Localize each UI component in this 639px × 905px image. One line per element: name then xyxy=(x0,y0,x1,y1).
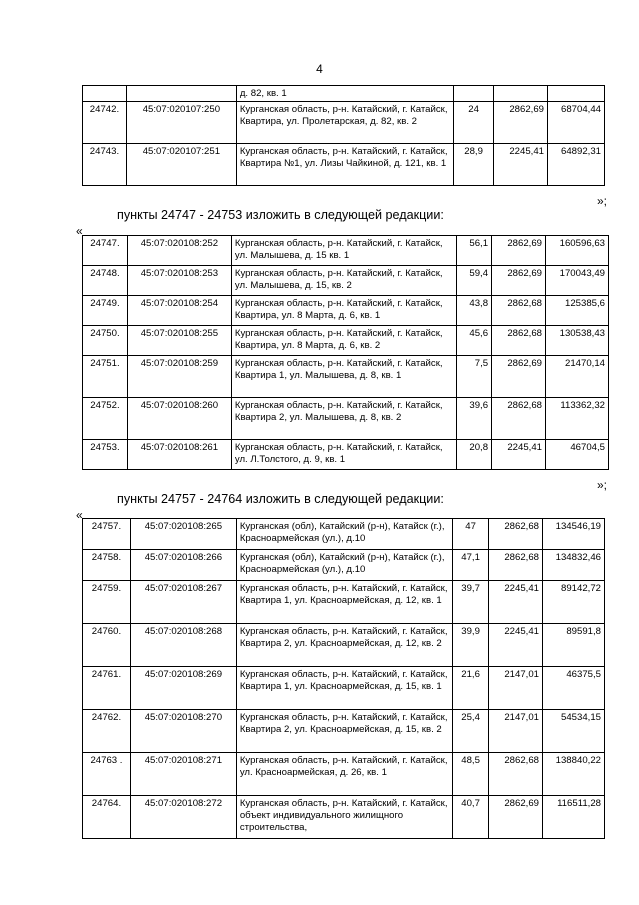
area: 25,4 xyxy=(453,710,489,753)
value: 46375,5 xyxy=(543,667,605,710)
rate: 2862,68 xyxy=(489,753,543,796)
value: 170043,49 xyxy=(546,266,609,296)
cadastral-number: 45:07:020108:259 xyxy=(127,356,231,398)
cadastral-number: 45:07:020108:260 xyxy=(127,398,231,440)
address: Курганская область, р-н. Катайский, г. Катайск, ул. Малышева, д. 15, кв. 2 xyxy=(231,266,456,296)
cadastral-number: 45:07:020108:261 xyxy=(127,440,231,470)
cadastral-number: 45:07:020108:255 xyxy=(127,326,231,356)
row-number: 24757. xyxy=(83,519,131,550)
row-number: 24763 . xyxy=(83,753,131,796)
value: 68704,44 xyxy=(548,102,605,144)
value xyxy=(548,86,605,102)
area: 39,7 xyxy=(453,581,489,624)
table-row xyxy=(83,102,605,144)
rate: 2147,01 xyxy=(489,667,543,710)
area: 43,8 xyxy=(457,296,492,326)
page-number: 4 xyxy=(316,62,323,76)
row-number xyxy=(83,86,127,102)
row-number: 24761. xyxy=(83,667,131,710)
value: 113362,32 xyxy=(546,398,609,440)
rate: 2862,69 xyxy=(492,356,546,398)
area: 20,8 xyxy=(457,440,492,470)
value: 116511,28 xyxy=(543,796,605,839)
row-number: 24760. xyxy=(83,624,131,667)
row-number: 24758. xyxy=(83,550,131,581)
cadastral-number: 45:07:020108:272 xyxy=(130,796,236,839)
rate: 2245,41 xyxy=(489,581,543,624)
table-row xyxy=(83,624,605,667)
rate xyxy=(494,86,548,102)
address: Курганская область, р-н. Катайский, г. Катайск, Квартира 1, ул. Малышева, д. 8, кв. 1 xyxy=(231,356,456,398)
area: 59,4 xyxy=(457,266,492,296)
area: 47 xyxy=(453,519,489,550)
table-row xyxy=(83,398,609,440)
rate: 2862,69 xyxy=(489,796,543,839)
row-number: 24752. xyxy=(83,398,128,440)
table-row xyxy=(83,753,605,796)
area xyxy=(454,86,494,102)
row-number: 24747. xyxy=(83,236,128,266)
address: Курганская область, р-н. Катайский, г. Катайск, объект индивидуального жилищного строительства, xyxy=(236,796,452,839)
cadastral-number: 45:07:020108:266 xyxy=(130,550,236,581)
area: 56,1 xyxy=(457,236,492,266)
table-row xyxy=(83,326,609,356)
cadastral-number: 45:07:020108:270 xyxy=(130,710,236,753)
row-number: 24750. xyxy=(83,326,128,356)
table-row xyxy=(83,796,605,839)
value: 134832,46 xyxy=(543,550,605,581)
address: Курганская область, р-н. Катайский, г. Катайск, Квартира 2, ул. Малышева, д. 8, кв. 2 xyxy=(231,398,456,440)
amendment-text: пункты 24757 - 24764 изложить в следующей редакции: xyxy=(117,492,444,506)
rate: 2862,68 xyxy=(492,326,546,356)
address: Курганская область, р-н. Катайский, г. Катайск, Квартира 2, ул. Красноармейская, д. 15, кв. 2 xyxy=(236,710,452,753)
value: 125385,6 xyxy=(546,296,609,326)
rate: 2147,01 xyxy=(489,710,543,753)
closing-quote: »; xyxy=(597,478,608,492)
address: Курганская область, р-н. Катайский, г. Катайск, Квартира, ул. 8 Марта, д. 6, кв. 1 xyxy=(231,296,456,326)
table-row xyxy=(83,440,609,470)
table-row xyxy=(83,296,609,326)
row-number: 24759. xyxy=(83,581,131,624)
cadastral-number: 45:07:020108:265 xyxy=(130,519,236,550)
cadastral-number: 45:07:020108:269 xyxy=(130,667,236,710)
table-row xyxy=(83,581,605,624)
rate: 2245,41 xyxy=(494,144,548,186)
area: 7,5 xyxy=(457,356,492,398)
table-row xyxy=(83,266,609,296)
opening-quote: « xyxy=(76,508,83,522)
area: 39,9 xyxy=(453,624,489,667)
area: 28,9 xyxy=(454,144,494,186)
address: Курганская область, р-н. Катайский, г. Катайск, Квартира №1, ул. Лизы Чайкиной, д. 121, кв. 1 xyxy=(236,144,453,186)
table-2 xyxy=(82,235,609,470)
area: 24 xyxy=(454,102,494,144)
value: 130538,43 xyxy=(546,326,609,356)
table-row xyxy=(83,144,605,186)
address: Курганская область, р-н. Катайский, г. Катайск, Квартира, ул. Пролетарская, д. 82, кв. 2 xyxy=(236,102,453,144)
rate: 2862,69 xyxy=(492,266,546,296)
table-3 xyxy=(82,518,605,839)
cadastral-number: 45:07:020108:271 xyxy=(130,753,236,796)
cadastral-number: 45:07:020108:267 xyxy=(130,581,236,624)
table-row xyxy=(83,86,605,102)
table-row xyxy=(83,236,609,266)
value: 160596,63 xyxy=(546,236,609,266)
row-number: 24748. xyxy=(83,266,128,296)
area: 48,5 xyxy=(453,753,489,796)
address: Курганская область, р-н. Катайский, г. Катайск, ул. Малышева, д. 15 кв. 1 xyxy=(231,236,456,266)
table-row xyxy=(83,356,609,398)
table-row xyxy=(83,667,605,710)
rate: 2862,69 xyxy=(492,236,546,266)
row-number: 24743. xyxy=(83,144,127,186)
cadastral-number: 45:07:020108:254 xyxy=(127,296,231,326)
address: Курганская область, р-н. Катайский, г. Катайск, Квартира 2, ул. Красноармейская, д. 12, кв. 2 xyxy=(236,624,452,667)
value: 134546,19 xyxy=(543,519,605,550)
address: Курганская область, р-н. Катайский, г. Катайск, Квартира, ул. 8 Марта, д. 6, кв. 2 xyxy=(231,326,456,356)
rate: 2862,68 xyxy=(489,519,543,550)
rate: 2862,68 xyxy=(492,398,546,440)
value: 21470,14 xyxy=(546,356,609,398)
cadastral-number: 45:07:020108:252 xyxy=(127,236,231,266)
address: Курганская область, р-н. Катайский, г. Катайск, Квартира 1, ул. Красноармейская, д. 12, кв. 1 xyxy=(236,581,452,624)
table-row xyxy=(83,519,605,550)
amendment-text: пункты 24747 - 24753 изложить в следующей редакции: xyxy=(117,208,444,222)
rate: 2245,41 xyxy=(489,624,543,667)
rate: 2245,41 xyxy=(492,440,546,470)
table-1 xyxy=(82,85,605,186)
value: 64892,31 xyxy=(548,144,605,186)
rate: 2862,69 xyxy=(494,102,548,144)
value: 46704,5 xyxy=(546,440,609,470)
area: 39,6 xyxy=(457,398,492,440)
table-row xyxy=(83,550,605,581)
rate: 2862,68 xyxy=(489,550,543,581)
address: д. 82, кв. 1 xyxy=(236,86,453,102)
value: 89142,72 xyxy=(543,581,605,624)
address: Курганская (обл), Катайский (р-н), Катайск (г.), Красноармейская (ул.), д.10 xyxy=(236,519,452,550)
cadastral-number xyxy=(126,86,236,102)
row-number: 24749. xyxy=(83,296,128,326)
closing-quote: »; xyxy=(597,194,608,208)
address: Курганская (обл), Катайский (р-н), Катайск (г.), Красноармейская (ул.), д.10 xyxy=(236,550,452,581)
cadastral-number: 45:07:020108:253 xyxy=(127,266,231,296)
row-number: 24762. xyxy=(83,710,131,753)
row-number: 24753. xyxy=(83,440,128,470)
value: 54534,15 xyxy=(543,710,605,753)
opening-quote: « xyxy=(76,224,83,238)
cadastral-number: 45:07:020107:250 xyxy=(126,102,236,144)
area: 21,6 xyxy=(453,667,489,710)
address: Курганская область, р-н. Катайский, г. Катайск, ул. Л.Толстого, д. 9, кв. 1 xyxy=(231,440,456,470)
address: Курганская область, р-н. Катайский, г. Катайск, Квартира 1, ул. Красноармейская, д. 15, кв. 1 xyxy=(236,667,452,710)
cadastral-number: 45:07:020108:268 xyxy=(130,624,236,667)
value: 138840,22 xyxy=(543,753,605,796)
row-number: 24742. xyxy=(83,102,127,144)
address: Курганская область, р-н. Катайский, г. Катайск, ул. Красноармейская, д. 26, кв. 1 xyxy=(236,753,452,796)
area: 45,6 xyxy=(457,326,492,356)
row-number: 24764. xyxy=(83,796,131,839)
area: 40,7 xyxy=(453,796,489,839)
value: 89591,8 xyxy=(543,624,605,667)
rate: 2862,68 xyxy=(492,296,546,326)
area: 47,1 xyxy=(453,550,489,581)
row-number: 24751. xyxy=(83,356,128,398)
cadastral-number: 45:07:020107:251 xyxy=(126,144,236,186)
table-row xyxy=(83,710,605,753)
